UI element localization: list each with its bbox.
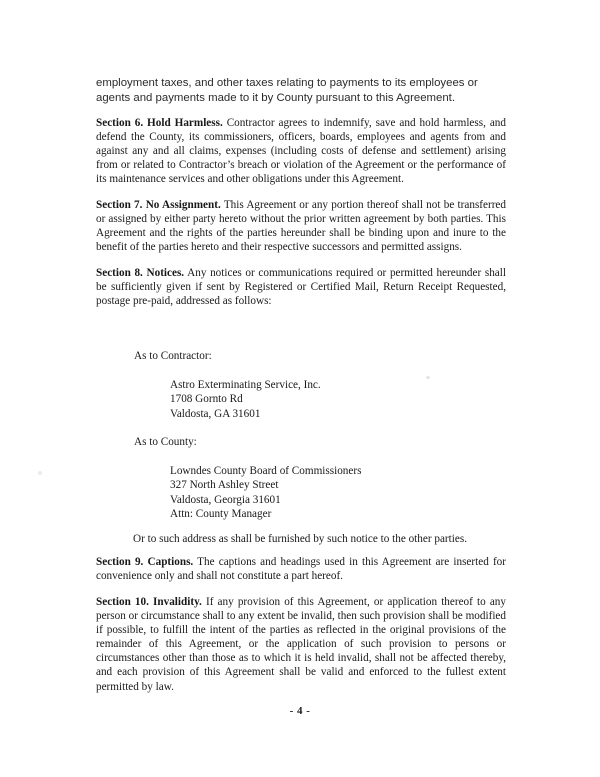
section-6-paragraph	[96, 116, 506, 186]
section-9-paragraph	[96, 555, 506, 583]
section-9-text: The captions and headings used in this Agreement are inserted for convenience only and shall not constitute a part hereof.	[96, 556, 506, 583]
section-9-label: Section 9. Captions.	[96, 556, 194, 568]
section-10-block	[96, 595, 506, 694]
section-10-paragraph	[96, 595, 506, 694]
section-7-label: Section 7. No Assignment.	[96, 199, 221, 211]
county-address-heading: As to County:	[134, 436, 197, 448]
section-8-text: Any notices or communications required or permitted hereunder shall be sufficiently given if sent by Registered or Certified Mail, Return Receipt Requested, postage pre-paid, addressed as follows:	[96, 267, 506, 308]
section-7-text: This Agreement or any portion thereof shall not be transferred or assigned by either party hereto without the prior written agreement by both parties. This Agreement and the rights of the parties hereunder shall be binding upon and inure to the benefit of the parties hereto and their respective successors and permitted assigns.	[96, 199, 506, 254]
contractor-address-line-1: Astro Exterminating Service, Inc.	[170, 379, 321, 391]
county-address-block	[170, 464, 361, 521]
county-address-line-4: Attn: County Manager	[170, 507, 272, 520]
section-10-text: If any provision of this Agreement, or application thereof to any person or circumstance shall to any extent be invalid, then such provision shall be modified if possible, to fulfill the intent of the parties as reflected in the original provisions of the remainder of this Agreement, or the application of such provision to persons or circumstances other than those as to which it is held invalid, shall not be affected thereby, and each provision of this Agreement shall be valid and enforced to the fullest extent permitted by law.	[96, 596, 506, 693]
section-8-block	[96, 266, 506, 308]
section-6-text: Contractor agrees to indemnify, save and hold harmless, and defend the County, its commissioners, officers, boards, employees and agents from and against any and all claims, expenses (including costs of defense and settlement) arising from or related to Contractor’s breach or violation of the Agreement or the performance of its maintenance services and other obligations under this Agreement.	[96, 117, 506, 186]
section-6-label: Section 6. Hold Harmless.	[96, 117, 223, 129]
section-7-paragraph	[96, 198, 506, 254]
section-6-block	[96, 116, 506, 186]
county-address-line-1: Lowndes County Board of Commissioners	[170, 465, 362, 477]
section-10-label: Section 10. Invalidity.	[96, 596, 202, 608]
page-number: - 4 -	[289, 705, 311, 717]
contractor-address-line-3: Valdosta, GA 31601	[170, 407, 261, 420]
section-9-block	[96, 555, 506, 583]
section-7-block	[96, 198, 506, 254]
scan-speck-icon	[426, 376, 430, 379]
contractor-address-heading: As to Contractor:	[134, 350, 212, 362]
contractor-address-block	[170, 378, 321, 421]
contractor-address-line-2: 1708 Gornto Rd	[170, 393, 243, 406]
paragraph-continuation-text: employment taxes, and other taxes relating to payments to its employees or agents and payments made to it by County pursuant to this Agreement.	[96, 77, 478, 105]
county-address-line-2: 327 North Ashley Street	[170, 479, 279, 492]
section-8-paragraph	[96, 266, 506, 308]
paragraph-continuation	[96, 76, 506, 106]
county-address-line-3: Valdosta, Georgia 31601	[170, 493, 281, 506]
scan-speck-icon	[38, 471, 42, 475]
alternate-address-note: Or to such address as shall be furnished by such notice to the other parties.	[133, 533, 467, 545]
section-8-label: Section 8. Notices.	[96, 267, 185, 279]
